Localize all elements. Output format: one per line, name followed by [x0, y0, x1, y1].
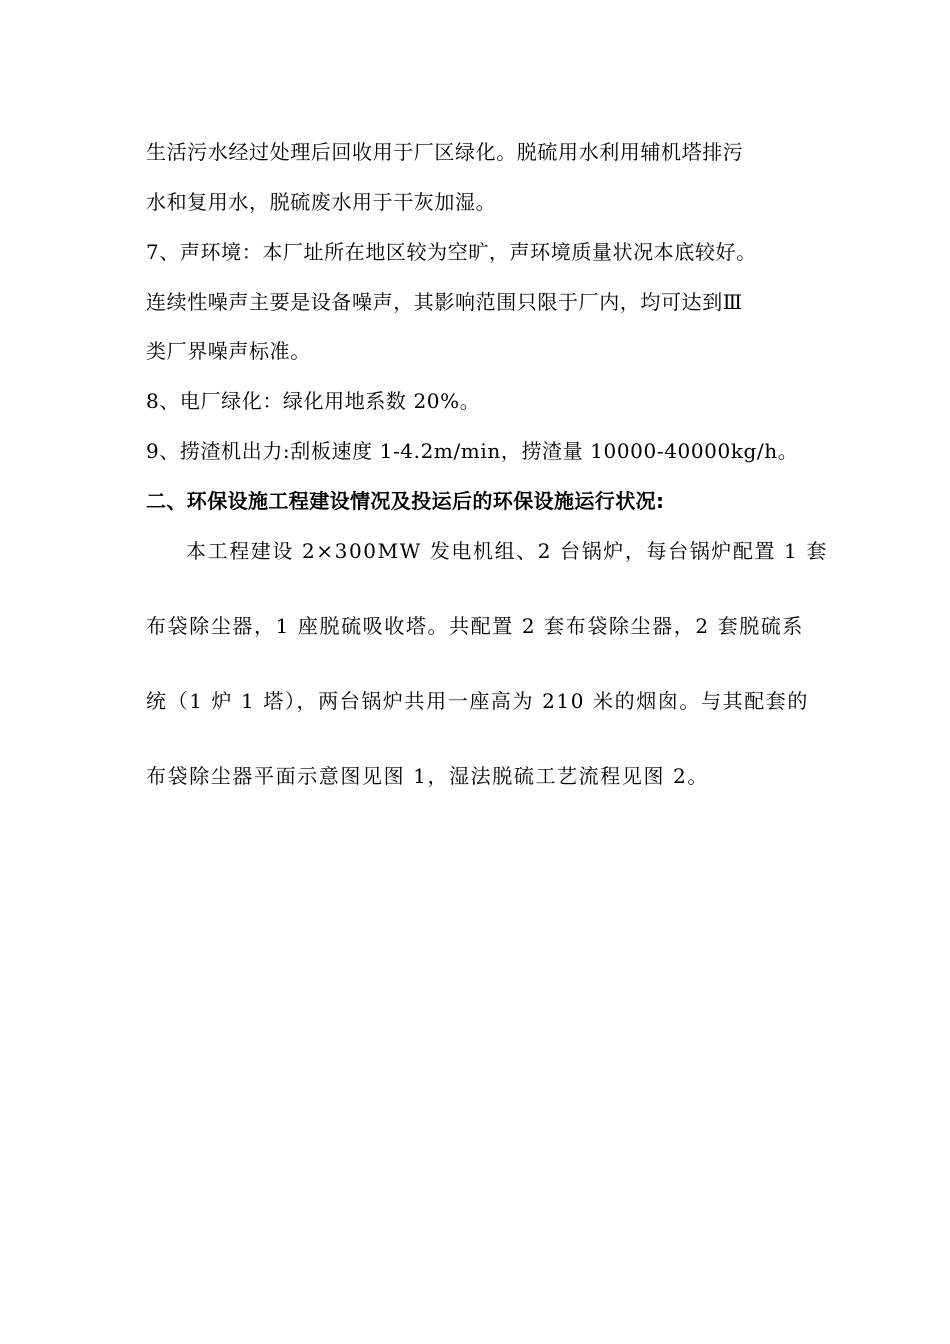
- text-line-6: 8、电厂绿化：绿化用地系数 20%。: [146, 389, 481, 413]
- text-line-7: 9、捞渣机出力:刮板速度 1-4.2m/min，捞渣量 10000-40000kg/h。: [146, 439, 799, 463]
- text-line-1: 生活污水经过处理后回收用于厂区绿化。脱硫用水利用辅机塔排污: [146, 140, 744, 164]
- paragraph-line-4: 布袋除尘器平面示意图见图 1，湿法脱硫工艺流程见图 2。: [146, 764, 709, 788]
- text-line-3: 7、声环境：本厂址所在地区较为空旷，声环境质量状况本底较好。: [146, 240, 757, 264]
- text-line-5: 类厂界噪声标准。: [146, 339, 311, 363]
- paragraph-line-1: 本工程建设 2×300MW 发电机组、2 台锅炉，每台锅炉配置 1 套: [186, 539, 828, 563]
- section-heading: 二、环保设施工程建设情况及投运后的环保设施运行状况:: [146, 489, 665, 513]
- paragraph-line-2: 布袋除尘器，1 座脱硫吸收塔。共配置 2 套布袋除尘器，2 套脱硫系: [146, 614, 805, 638]
- paragraph-line-3: 统（1 炉 1 塔），两台锅炉共用一座高为 210 米的烟囱。与其配套的: [146, 689, 810, 713]
- text-line-2: 水和复用水，脱硫废水用于干灰加湿。: [146, 190, 497, 214]
- text-line-4: 连续性噪声主要是设备噪声，其影响范围只限于厂内，均可达到Ⅲ: [146, 290, 743, 314]
